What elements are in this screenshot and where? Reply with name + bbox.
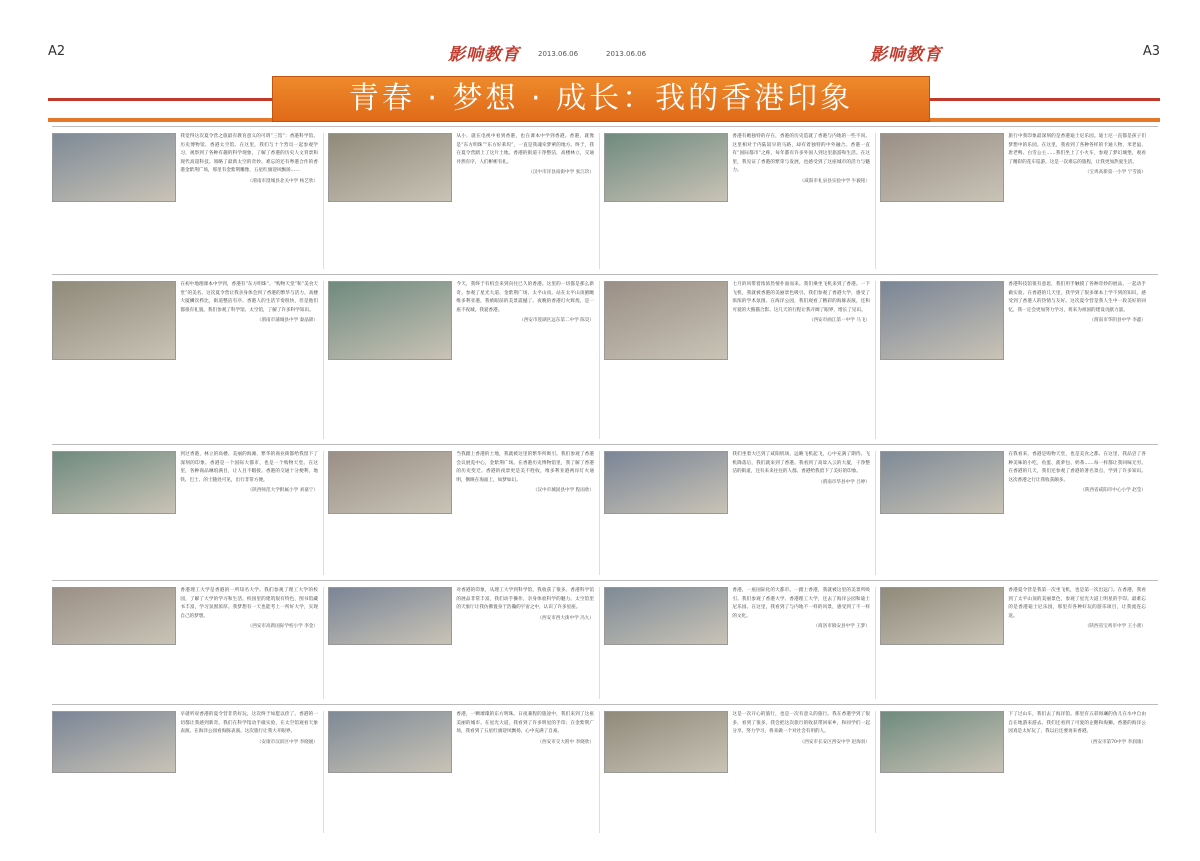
article-grid xyxy=(52,126,1158,838)
article-credit: （西安市莲湖区远东第二中学 陈昊） xyxy=(519,318,594,324)
article xyxy=(328,451,594,577)
article-body: 香港有她独特的存在，香港的历史造就了香港与内地的一些不同。这里相对于内陆较早的马路，却有着独特的中外融合。香港一直有“国际都市”之称，每年都有许多外国人到这里旅游和生活。在这里，我见证了香港的繁荣与发展，也感受到了这座城市的活力与魅力。 xyxy=(732,134,870,174)
column-divider xyxy=(323,451,324,575)
article xyxy=(328,281,594,441)
student-photo xyxy=(328,281,452,360)
right-page-number: A3 xyxy=(1142,44,1160,59)
feature-banner xyxy=(272,76,930,122)
article-body: 今天，我终于有机会来到向往已久的香港。这里的一切都是那么新奇。参观了星光大道、金紫荆广场、太平山顶。站在太平山顶俯瞰维多利亚港，我被眼前的美景震撼了。夜晚的香港灯火辉煌，是一座不夜城。我爱香港。 xyxy=(456,282,594,313)
article-credit: （西安市长安区西安中学 赵海羽） xyxy=(799,739,870,745)
student-photo xyxy=(880,587,1004,645)
article-body: 我觉得这次夏令营之旅最有教育意义的可谓“三馆”：香港科学馆、历史博物馆、香港太空馆。在这里，我们与十个营员一起参观学习，观察到了各种有趣的科学现象，了解了香港的历史人文背景和现代高超科技。领略了最新太空的奇妙。难忘的还有粤港合作的香港金紫荆广场，那里有金紫荆雕像，五星红旗迎风飘扬…… xyxy=(180,134,318,174)
column-divider xyxy=(875,281,876,439)
article-credit: （汉中市洋县南街中学 张江玖） xyxy=(528,170,594,176)
article xyxy=(880,451,1146,577)
student-photo xyxy=(52,711,176,773)
article xyxy=(52,281,318,441)
article-body: 香港，一颗璀璨的东方明珠。日夜兼程的旅途中，我们来到了这座美丽的城市。在星光大道，我看到了许多明星的手印；在金紫荆广场，我看到了五星红旗迎风飘扬，心中充满了自豪。 xyxy=(456,712,594,735)
column-divider xyxy=(875,587,876,699)
right-running-head xyxy=(600,40,1200,65)
left-page-number: A2 xyxy=(48,44,66,59)
article-body: 在初中地理课本中学到，香港有“东方明珠”、“购物天堂”和“美食天堂”的美名。这次夏令营让我亲身体会到了香港的繁华与活力。高楼大厦鳞次栉比，街道整洁有序。香港人的生活节奏很快，但是他们都很有礼貌。我们参观了科学馆、太空馆，了解了许多科学知识。 xyxy=(180,282,318,313)
article-credit: （咸阳市礼泉县实验中学 牛毅铭） xyxy=(799,178,870,184)
article xyxy=(52,587,318,701)
left-running-head xyxy=(0,40,600,65)
article-body: 香港科技馆很有意思，我们用手触摸了各种奇妙的展品，一起动手做实验。在香港的几天里，我学到了很多课本上学不到的知识，感受到了香港人的热情与友好。这次夏令营是我人生中一段美好的回忆，我一定会更加努力学习，将来为祖国的建设贡献力量。 xyxy=(1008,282,1146,313)
student-photo xyxy=(328,587,452,645)
article xyxy=(604,587,870,701)
student-photo xyxy=(880,133,1004,202)
student-photo xyxy=(52,133,176,202)
article xyxy=(52,451,318,577)
article-body: 香港，一座国际化的大都市。一踏上香港，我就被这里的美景所吸引。我们参观了香港大学、香港理工大学，还去了海洋公园和迪士尼乐园。在这里，我看到了与内地不一样的风景，感受到了不一样的文化。 xyxy=(732,588,870,619)
article-credit: （陕西师范大学附属小学 刘嘉宁） xyxy=(247,488,318,494)
student-photo xyxy=(328,711,452,773)
article-credit: （渭南市华县中学 吕婷） xyxy=(818,479,870,485)
left-date: 2013.06.06 xyxy=(538,50,579,58)
article-body: 这是一次开心的旅行，也是一次有意义的旅行。我在香港学到了很多，看到了很多。我会把这次旅行的收获带回家乡，和同学们一起分享，努力学习，将来做一个对社会有用的人。 xyxy=(732,712,870,735)
column-divider xyxy=(599,711,600,833)
article-body: 到过香港，林立的高楼、美丽的海滩、繁华的商业街都给我留下了深刻的印象。香港是一个国际大都市，也是一个购物天堂。在这里，各种商品琳琅满目，让人目不暇接。香港的交通十分便利，地铁、巴士、的士随处可见，出行非常方便。 xyxy=(180,452,318,483)
article-credit: （西安市西大街中学 冯九） xyxy=(537,615,594,621)
article-body: 在我看来，香港是购物天堂，也是美食之都。在这里，我品尝了各种美味的小吃，鱼蛋、菠萝包、奶茶……每一样都让我回味无穷。在香港的几天，我们还参观了香港的著名景点，学到了许多知识。这次香港之行让我收获颇多。 xyxy=(1008,452,1146,483)
article xyxy=(604,451,870,577)
article-credit: （陕西省咸阳市中心小学 赵莹） xyxy=(1080,488,1146,494)
article xyxy=(52,711,318,835)
student-photo xyxy=(604,711,728,773)
article-credit: （安康市汉滨区中学 李晓媛） xyxy=(256,739,318,745)
column-divider xyxy=(875,451,876,575)
article-body: 香港夏令营是我第一次坐飞机，也是第一次出远门。在香港，我看到了太平山顶的美丽景色，参观了星光大道上明星的手印。最难忘的是香港迪士尼乐园，那里有各种好玩的游乐项目，让我流连忘返。 xyxy=(1008,588,1146,619)
article-credit: （渭南市蒲城县中学 秦晶锦） xyxy=(256,318,318,324)
student-photo xyxy=(880,451,1004,514)
article-body: 香港理工大学是香港的一所知名大学。我们参观了理工大学的校园，了解了大学的学习和生活。校园里的建筑很有特色，图书馆藏书丰富，学习氛围浓厚。我梦想有一天也能考上一所好大学，实现自己的梦想。 xyxy=(180,588,318,619)
article-body: 下了过山车，我们去了海洋馆。那里有五彩斑斓的鱼儿在水中自由自在地游来游去。我们还看到了可爱的企鹅和海狮。香港的海洋公园真是太好玩了，我以后还要再来香港。 xyxy=(1008,712,1146,735)
column-divider xyxy=(323,281,324,439)
article-credit: （汉中市城固县中学 程雨欣） xyxy=(532,488,594,494)
article-body: 我们坐着大巴到了咸阳机场，远眺飞机起飞，心中充满了期待。飞机降落后，我们就来到了香港。我看到了高耸入云的大厦，干净整洁的街道，还有来来往往的人群。香港给我留下了美好的印象。 xyxy=(732,452,870,475)
right-date: 2013.06.06 xyxy=(606,50,647,58)
feature-title: 青春 · 梦想 · 成长：我的香港印象 xyxy=(348,81,854,116)
article-row xyxy=(52,126,1158,275)
article-credit: （西安市第70中学 李润康） xyxy=(1088,739,1146,745)
article-row xyxy=(52,274,1158,445)
article-credit: （商洛市镇安县中学 王梦） xyxy=(813,624,870,630)
student-photo xyxy=(880,711,1004,773)
student-photo xyxy=(328,133,452,202)
student-photo xyxy=(604,451,728,514)
article-body: 早就听说香港的夏令营非常好玩，这次终于如愿以偿了。香港的一切都让我感到新奇。我们在科学馆动手做实验，在太空馆观看天象表演，在海洋公园看海豚表演。这次旅行让我大开眼界。 xyxy=(180,712,318,735)
student-photo xyxy=(880,281,1004,360)
article xyxy=(52,133,318,271)
column-divider xyxy=(599,281,600,439)
article-body: 旅行中我印象最深刻的是香港迪士尼乐园。迪士尼一直都是孩子们梦想中的乐园。在这里，我看到了各种各样的卡通人物，米老鼠、唐老鸭、白雪公主……我们坐上了小火车，参观了梦幻城堡，观看了精彩的花车巡游。这是一次难忘的旅程，让我更加热爱生活。 xyxy=(1008,134,1146,165)
student-photo xyxy=(328,451,452,514)
article-row xyxy=(52,704,1158,839)
article xyxy=(880,711,1146,835)
article xyxy=(604,281,870,441)
student-photo xyxy=(604,281,728,360)
article xyxy=(604,133,870,271)
column-divider xyxy=(875,133,876,269)
column-divider xyxy=(323,711,324,833)
column-divider xyxy=(875,711,876,833)
article-body: 从小，就在电视中看到香港，也在课本中学到香港。香港，就像是“东方明珠”“东方好莱坞”，一直是我魂牵梦萦的地方。终于，我在夏令营踏上了这片土地。香港的街道干净整洁，高楼林立，交通井然有序，人们彬彬有礼。 xyxy=(456,134,594,165)
article-credit: （西安市曲江第一中学 马飞） xyxy=(808,318,870,324)
column-divider xyxy=(599,451,600,575)
article-credit: （陕西省宝鸡市中学 王小蕾） xyxy=(1084,624,1146,630)
article xyxy=(880,587,1146,701)
article-row xyxy=(52,580,1158,705)
student-photo xyxy=(52,281,176,360)
article-credit: （渭南市澄城县北关中学 杨艺欣） xyxy=(247,178,318,184)
article xyxy=(328,587,594,701)
article xyxy=(328,711,594,835)
article-row xyxy=(52,444,1158,581)
column-divider xyxy=(323,587,324,699)
student-photo xyxy=(604,587,728,645)
column-divider xyxy=(599,587,600,699)
article xyxy=(328,133,594,271)
column-divider xyxy=(323,133,324,269)
article-body: 七月的风带着浓浓热情扑面而来。我们乘坐飞机来到了香港。一下飞机，我就被香港的美丽景色吸引。我们参观了香港大学，感受了浓浓的学术氛围。在海洋公园，我们观看了精彩的海豚表演，还和可爱的大熊猫合影。这几天的行程让我开阔了眼界，增长了见识。 xyxy=(732,282,870,313)
article-credit: （西安市高新国际学校小学 李金） xyxy=(247,624,318,630)
article xyxy=(604,711,870,835)
article-credit: （渭南市华阴县中学 李鑫） xyxy=(1089,318,1146,324)
student-photo xyxy=(52,587,176,645)
article xyxy=(880,133,1146,271)
right-masthead: 影响教育 xyxy=(870,45,942,65)
article-body: 对香港的印象，从理工大学到科学馆，我收获了很多。香港科学馆的展品非常丰富，我们动手操作，亲身体验科学的魅力。太空馆里的天象厅让我仿佛置身于浩瀚的宇宙之中，认识了许多星座。 xyxy=(456,588,594,611)
column-divider xyxy=(599,133,600,269)
article-credit: （西安市交大附中 李晓欣） xyxy=(537,739,594,745)
student-photo xyxy=(52,451,176,514)
article-body: 当我踏上香港的土地，我就被这里的繁华所吸引。我们参观了香港会议展览中心，金紫荆广场。在香港历史博物馆里，我了解了香港的历史变迁。香港的夜景更是美不胜收，维多利亚港两岸灯火通明，倒映在海面上，如梦如幻。 xyxy=(456,452,594,483)
article xyxy=(880,281,1146,441)
left-masthead: 影响教育 xyxy=(448,45,520,65)
student-photo xyxy=(604,133,728,202)
article-credit: （宝鸡高新第一小学 宁雪波） xyxy=(1084,170,1146,176)
